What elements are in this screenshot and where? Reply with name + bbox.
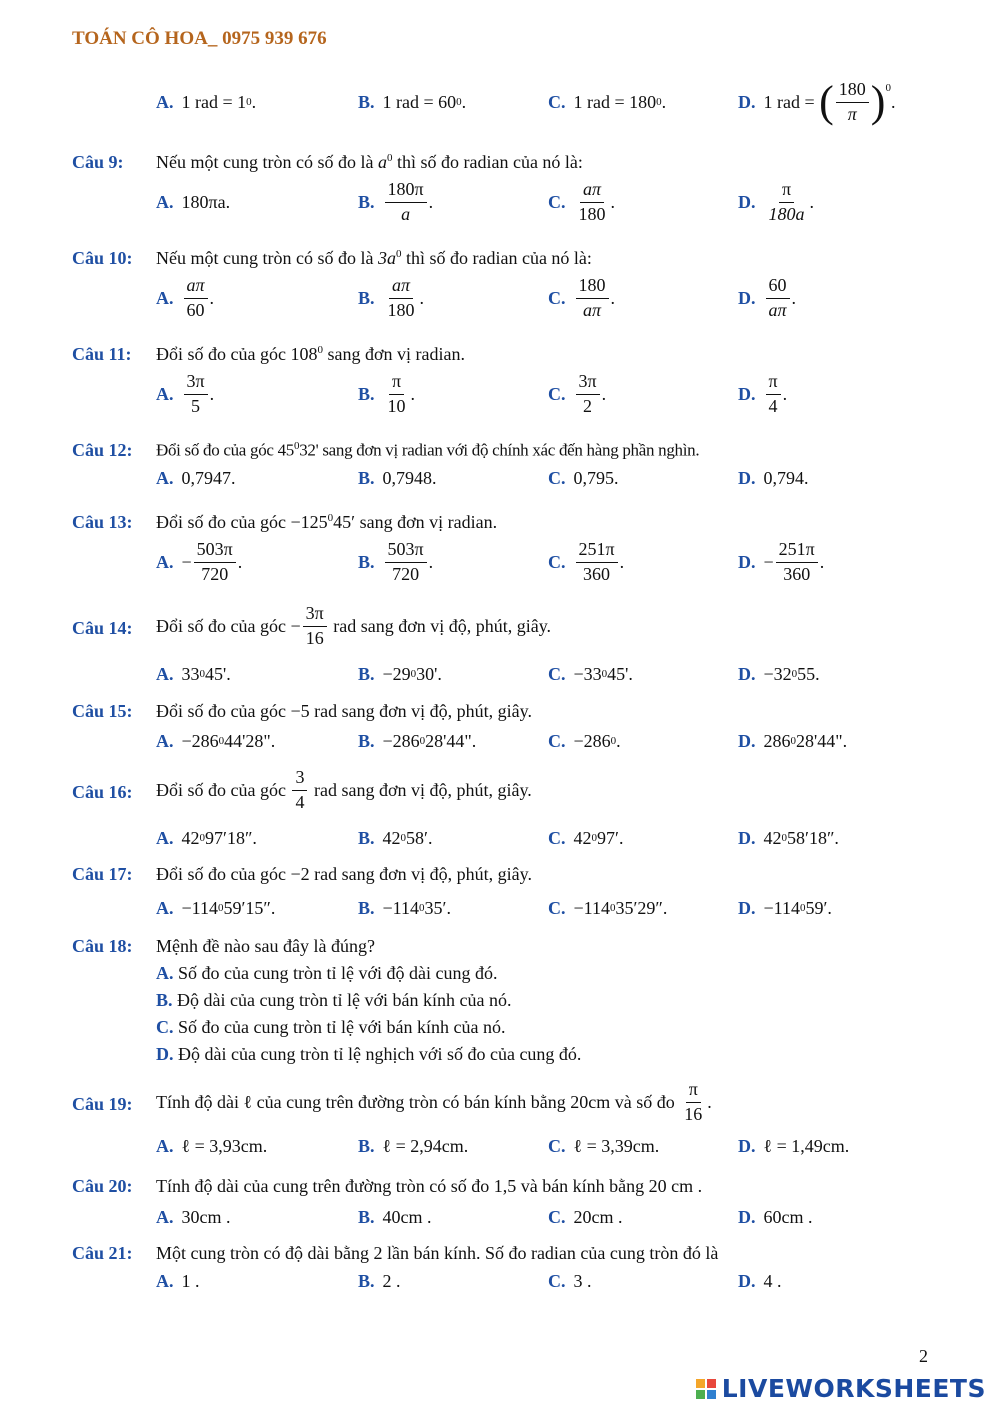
option-c[interactable]: C. −33 0 45'. [548, 663, 633, 684]
option-b[interactable]: B. −114 0 35′. [358, 897, 451, 918]
option-a[interactable]: A. 30cm . [156, 1206, 231, 1227]
option-d[interactable]: D. 4 . [738, 1270, 782, 1291]
question-label: Câu 16: [72, 782, 133, 802]
option-b[interactable]: B. $\frac{\pi}{10}$ . [358, 370, 416, 416]
option-c[interactable]: C. −114 0 35′29″. [548, 897, 668, 918]
option-d[interactable]: D. −114 0 59′. [738, 897, 832, 918]
option-d[interactable]: D. Độ dài của cung tròn tỉ lệ nghịch với số đo của cung đó. [156, 1044, 582, 1064]
option-a[interactable]: A. 1 rad = 1 0 . [156, 91, 257, 112]
question-label: Câu 9: [72, 152, 124, 172]
option-b[interactable]: B. $\frac{180\pi}{a}$ . [358, 178, 434, 224]
option-d[interactable]: D. ℓ = 1,49cm. [738, 1135, 850, 1156]
option-d[interactable]: D. 42 0 58′18″. [738, 827, 839, 848]
option-d[interactable]: D. 286 0 28'44". [738, 730, 848, 751]
question-text: Đổi số đo của góc $108^0$ sang đơn vị radian. [156, 344, 465, 364]
question-text: Đổi số đo của góc $\frac{3}{4}$ rad sang đơn vị độ, phút, giây. [156, 767, 532, 812]
question-label: Câu 18: [72, 936, 133, 956]
option-a[interactable]: A. $\frac{a\pi}{60}$ . [156, 274, 215, 320]
option-b[interactable]: B. 2 . [358, 1270, 401, 1291]
header-title: TOÁN CÔ HOA_ 0975 939 676 [72, 28, 327, 49]
option-a[interactable]: A. $\frac{3\pi}{5}$ . [156, 370, 215, 416]
question-label: Câu 15: [72, 701, 133, 721]
question-text: Đổi số đo của góc $45^032'$ sang đơn vị radian với độ chính xác đến hàng phần nghìn. [156, 440, 700, 460]
option-c[interactable]: C. Số đo của cung tròn tỉ lệ với bán kính của nó. [156, 1017, 506, 1037]
option-letter: D. [738, 91, 756, 112]
question-label: Câu 19: [72, 1094, 133, 1114]
option-c[interactable]: C. $\frac{180}{a\pi}$ . [548, 274, 615, 320]
option-c[interactable]: C. $\frac{a\pi}{180}$ . [548, 178, 615, 224]
option-a[interactable]: A. 33 0 45'. [156, 663, 231, 684]
question-text: Nếu một cung tròn có số đo là $a^0$ thì số đo radian của nó là: [156, 152, 583, 172]
option-c[interactable]: C. 3 . [548, 1270, 592, 1291]
question-text: Đổi số đo của góc −2 rad sang đơn vị độ, phút, giây. [156, 864, 532, 884]
option-c[interactable]: C. −286 0 . [548, 730, 621, 751]
option-b[interactable]: B. 1 rad = 60 0 . [358, 91, 467, 112]
option-b[interactable]: B. Độ dài của cung tròn tỉ lệ với bán kính của nó. [156, 990, 512, 1010]
question-label: Câu 17: [72, 864, 133, 884]
question-text: Mệnh đề nào sau đây là đúng? [156, 936, 375, 956]
option-b[interactable]: B. $\frac{503\pi}{720}$ . [358, 538, 434, 584]
option-d[interactable]: D. − $\frac{251\pi}{360}$ . [738, 538, 825, 584]
question-text: Đổi số đo của góc $-125^045'$ sang đơn vị radian. [156, 512, 498, 532]
liveworksheets-logo[interactable] [696, 1374, 986, 1403]
question-label: Câu 13: [72, 512, 133, 532]
option-letter: C. [548, 91, 566, 112]
question-text: Đổi số đo của góc −5 rad sang đơn vị độ, phút, giây. [156, 701, 532, 721]
option-d[interactable]: D. 60cm . [738, 1206, 813, 1227]
question-text: Đổi số đo của góc − $\frac{3\pi}{16}$ rad sang đơn vị độ, phút, giây. [156, 603, 552, 648]
option-a[interactable]: A. 1 . [156, 1270, 200, 1291]
option-b[interactable]: B. 0,7948. [358, 467, 437, 488]
option-letter: A. [156, 91, 174, 112]
page-number: 2 [919, 1346, 928, 1366]
option-a[interactable]: A. ℓ = 3,93cm. [156, 1135, 268, 1156]
option-c[interactable]: C. 20cm . [548, 1206, 623, 1227]
option-a[interactable]: A. −114 0 59′15″. [156, 897, 276, 918]
question-label: Câu 12: [72, 440, 133, 460]
option-d[interactable]: D. 1 rad = ( $\frac{180}{\pi}$ ) $^0$ . [738, 77, 896, 126]
option-d[interactable]: D. 0,794. [738, 467, 809, 488]
option-c[interactable]: C. 0,795. [548, 467, 619, 488]
liveworksheets-icon [696, 1379, 716, 1399]
option-a[interactable]: A. 180πa. [156, 191, 231, 212]
option-c[interactable]: C. 1 rad = 180 0 . [548, 91, 667, 112]
option-a[interactable]: A. Số đo của cung tròn tỉ lệ với độ dài cung đó. [156, 963, 498, 983]
option-b[interactable]: B. $\frac{a\pi}{180}$ . [358, 274, 425, 320]
option-c[interactable]: C. ℓ = 3,39cm. [548, 1135, 660, 1156]
option-c[interactable]: C. 42 0 97′. [548, 827, 624, 848]
option-b[interactable]: B. 40cm . [358, 1206, 432, 1227]
option-d[interactable]: D. $\frac{\pi}{180a}$ . [738, 178, 814, 224]
option-b[interactable]: B. −29 0 30'. [358, 663, 442, 684]
option-b[interactable]: B. −286 0 28'44". [358, 730, 477, 751]
question-label: Câu 21: [72, 1243, 133, 1263]
option-d[interactable]: D. −32 0 55. [738, 663, 820, 684]
question-label: Câu 10: [72, 248, 133, 268]
option-b[interactable]: B. 42 0 58′. [358, 827, 433, 848]
brand-name: LIVEWORKSHEETS [721, 1374, 986, 1403]
option-d[interactable]: D. $\frac{60}{a\pi}$ . [738, 274, 797, 320]
question-text: Một cung tròn có độ dài bằng 2 lần bán kính. Số đo radian của cung tròn đó là [156, 1243, 719, 1263]
question-label: Câu 11: [72, 344, 132, 364]
option-a[interactable]: A. 42 0 97′18″. [156, 827, 257, 848]
option-a[interactable]: A. −286 0 44'28". [156, 730, 276, 751]
option-d[interactable]: D. $\frac{\pi}{4}$ . [738, 370, 788, 416]
option-b[interactable]: B. ℓ = 2,94cm. [358, 1135, 469, 1156]
question-label: Câu 14: [72, 618, 133, 638]
option-letter: B. [358, 91, 375, 112]
question-text: Tính độ dài ℓ của cung trên đường tròn có bán kính bằng 20cm và số đo $\frac{\pi}{16}$ . [156, 1079, 712, 1124]
option-c[interactable]: C. $\frac{251\pi}{360}$ . [548, 538, 625, 584]
question-label: Câu 20: [72, 1176, 133, 1196]
option-a[interactable]: A. − $\frac{503\pi}{720}$ . [156, 538, 243, 584]
question-text: Nếu một cung tròn có số đo là $3a^0$ thì số đo radian của nó là: [156, 248, 592, 268]
question-text: Tính độ dài của cung trên đường tròn có số đo 1,5 và bán kính bằng 20 cm . [156, 1176, 703, 1196]
option-c[interactable]: C. $\frac{3\pi}{2}$ . [548, 370, 607, 416]
option-a[interactable]: A. 0,7947. [156, 467, 236, 488]
